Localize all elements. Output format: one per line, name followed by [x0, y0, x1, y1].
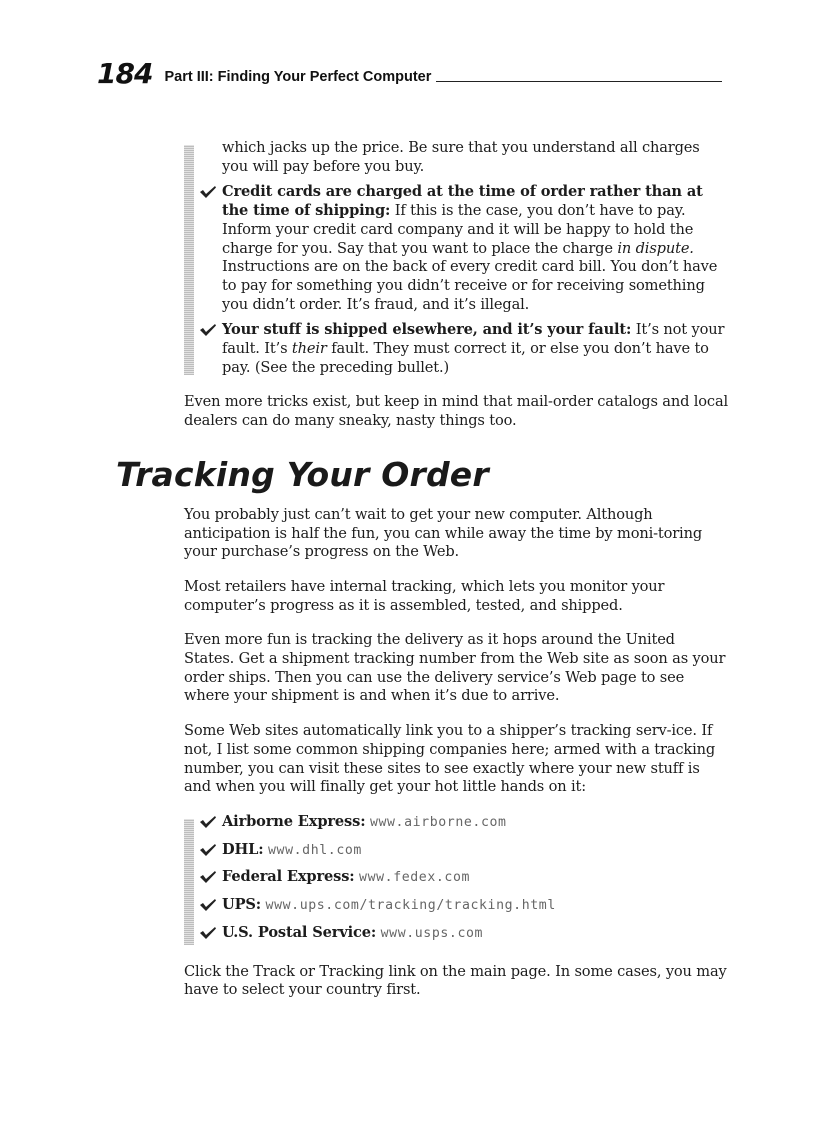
shipper-name: Airborne Express: [222, 812, 366, 830]
checkmark-icon [199, 925, 217, 941]
sidebar-bar [184, 145, 194, 375]
list-item [222, 813, 729, 836]
body-paragraph: You probably just can’t wait to get your new computer. Although anticipation is half the fun, you can while away the time by moni-toring your purchase’s progress on the Web. [184, 505, 703, 561]
list-item [222, 841, 729, 864]
list-item [222, 924, 729, 947]
continued-text: which jacks up the price. Be sure that you understand all charges you will pay before you buy. [222, 139, 700, 175]
body-paragraph: Some Web sites automatically link you to a shipper’s tracking serv-ice. If not, I list some common shipping companies here; armed with a tracking number, you can visit these sites to see exactly where your new stuff is and when you will finally get your hot little hands on it: [184, 722, 716, 796]
checkmark-icon [199, 184, 217, 200]
page-header [97, 58, 722, 88]
shipper-name: U.S. Postal Service: [222, 923, 377, 941]
list-item [222, 896, 729, 919]
checkmark-icon [199, 814, 217, 830]
shipper-url[interactable]: www.dhl.com [268, 842, 362, 858]
shipper-name: UPS: [222, 896, 262, 914]
shipper-url[interactable]: www.usps.com [380, 925, 484, 941]
running-head: Part III: Finding Your Perfect Computer [164, 69, 432, 85]
shipper-url[interactable]: www.ups.com/tracking/tracking.html [265, 898, 556, 914]
bullet-list-box-1 [184, 139, 729, 377]
bullet-lead: Credit cards are charged at the time of order rather than at the time of shipping: [222, 183, 703, 220]
bullet-list-box-2 [184, 813, 729, 947]
checkmark-icon [199, 869, 217, 885]
body-paragraph: Click the Track or Tracking link on the main page. In some cases, you may have to select your country first. [184, 962, 727, 999]
header-rule [436, 81, 722, 82]
bullet-lead: Your stuff is shipped elsewhere, and it’s your fault: [222, 321, 632, 339]
page-content [116, 139, 729, 1000]
shipper-name: Federal Express: [222, 868, 355, 886]
page-number: 184 [97, 57, 153, 90]
body-paragraph: Most retailers have internal tracking, which lets you monitor your computer’s progress as it is assembled, tested, and shipped. [184, 577, 665, 614]
body-paragraph: Even more fun is tracking the delivery as it hops around the United States. Get a shipment tracking number from the Web site as soon as your order ships. Then you can use the delivery service’s Web page to see where your shipment is and when it’s due to arrive. [184, 631, 726, 705]
shipper-name: DHL: [222, 840, 264, 858]
list-item: Credit cards are charged at the time of order rather than at the time of shipping: If this is the case, you don’t have to pay. Inform your credit card company and it will be happy to hold the charge for you. Say that you want to place the charge in dispute. Instructions are on the back of every credit card bill. You don’t have to pay for something you didn’t receive or for receiving something you didn’t order. It’s fraud, and it’s illegal. [222, 183, 729, 314]
body-paragraph: Even more tricks exist, but keep in mind that mail-order catalogs and local dealers can do many sneaky, nasty things too. [184, 393, 729, 430]
shipper-url[interactable]: www.fedex.com [359, 870, 471, 886]
checkmark-icon [199, 322, 217, 338]
shipper-url[interactable]: www.airborne.com [369, 814, 507, 830]
sidebar-bar [184, 819, 194, 945]
section-title: Tracking Your Order [116, 454, 489, 494]
list-item: Your stuff is shipped elsewhere, and it’s your fault: It’s not your fault. It’s their fault. They must correct it, or else you don’t have to pay. (See the preceding bullet.) [222, 321, 729, 377]
list-item [222, 868, 729, 891]
checkmark-icon [199, 897, 217, 913]
checkmark-icon [199, 842, 217, 858]
